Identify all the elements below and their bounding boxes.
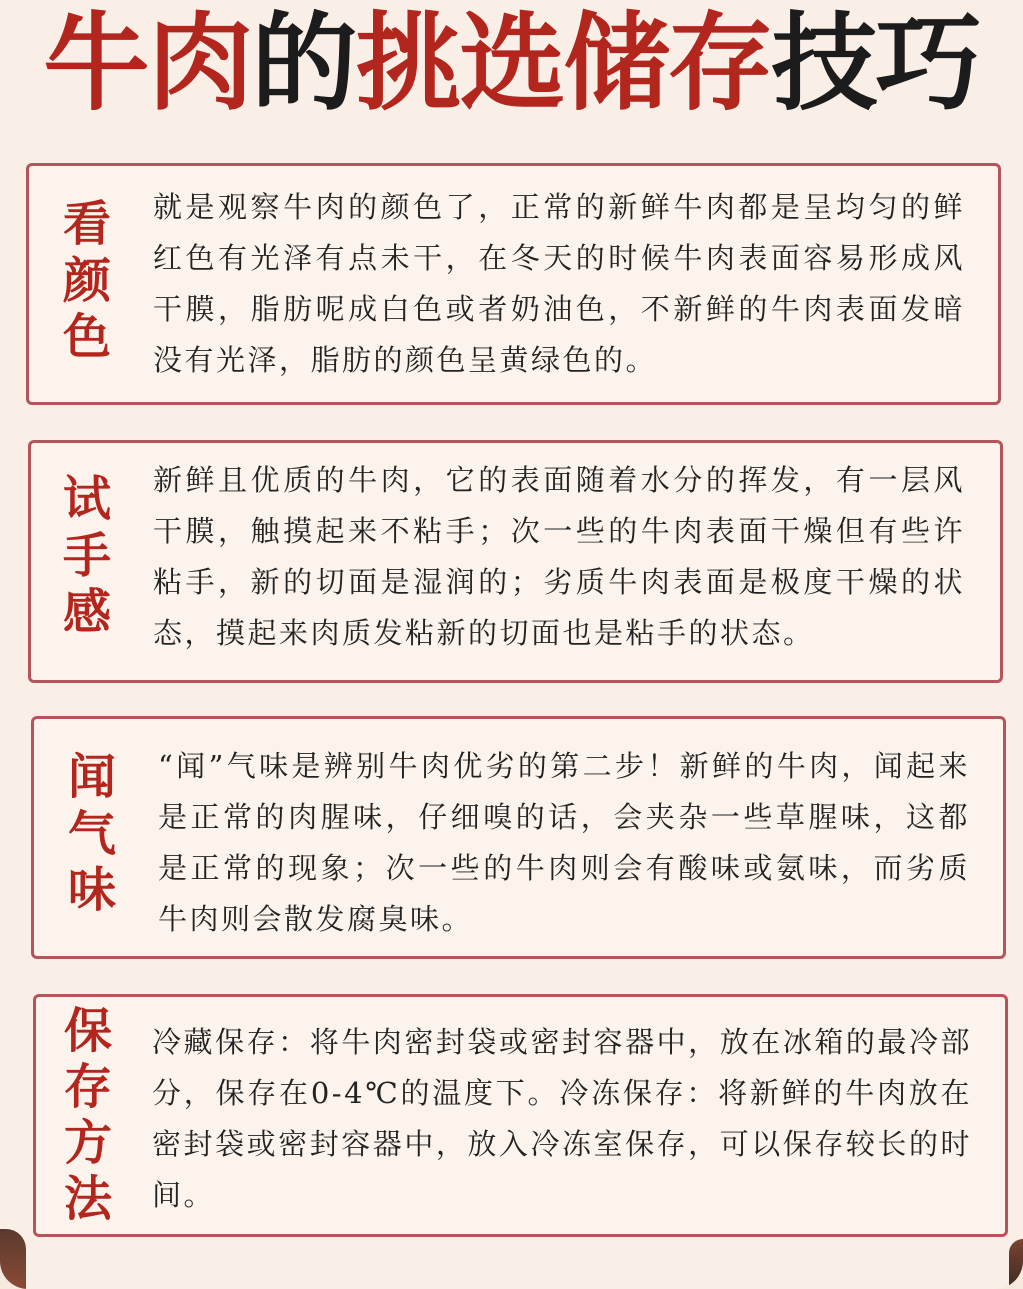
- section-text-storage: 冷藏保存：将牛肉密封袋或密封容器中，放在冰箱的最冷部分，保存在0-4℃的温度下。冷冻保存：将新鲜的牛肉放在密封袋或密封容器中，放入冷冻室保存，可以保存较长的时间。: [152, 1025, 972, 1212]
- section-text-smell: “闻”气味是辨别牛肉优劣的第二步！新鲜的牛肉，闻起来是正常的肉腥味，仔细嗅的话，会夹杂一些草腥味，这都是正常的现象；次一些的牛肉则会有酸味或氨味，而劣质牛肉则会散发腐臭味。: [158, 749, 970, 936]
- title-part-tips: 技巧: [771, 2, 980, 125]
- title-part-of: 的: [251, 2, 356, 125]
- title-part-select-store: 挑选储存: [355, 2, 772, 125]
- section-label-touch: 试 手 感: [63, 471, 112, 641]
- section-card-storage: [33, 994, 1008, 1237]
- corner-decoration-left: [0, 1229, 26, 1289]
- title-part-beef: 牛肉: [43, 2, 252, 125]
- section-card-smell: [31, 716, 1006, 959]
- section-label-storage: 保 存 方 法: [64, 1003, 113, 1228]
- page-title: [0, 0, 1023, 128]
- section-text-touch: 新鲜且优质的牛肉，它的表面随着水分的挥发，有一层风干膜，触摸起来不粘手；次一些的牛肉表面干燥但有些许粘手，新的切面是湿润的；劣质牛肉表面是极度干燥的状态，摸起来肉质发粘新的切面也是粘手的状态。: [153, 463, 965, 650]
- section-label-color: 看 颜 色: [63, 196, 112, 366]
- section-label-smell: 闻 气 味: [68, 749, 117, 919]
- section-card-color: [26, 163, 1001, 405]
- corner-decoration-right: [1009, 1239, 1023, 1289]
- section-text-color: 就是观察牛肉的颜色了，正常的新鲜牛肉都是呈均匀的鲜红色有光泽有点未干，在冬天的时候牛肉表面容易形成风干膜，脂肪呢成白色或者奶油色，不新鲜的牛肉表面发暗没有光泽，脂肪的颜色呈黄绿色的。: [153, 190, 965, 377]
- section-card-touch: [28, 440, 1003, 683]
